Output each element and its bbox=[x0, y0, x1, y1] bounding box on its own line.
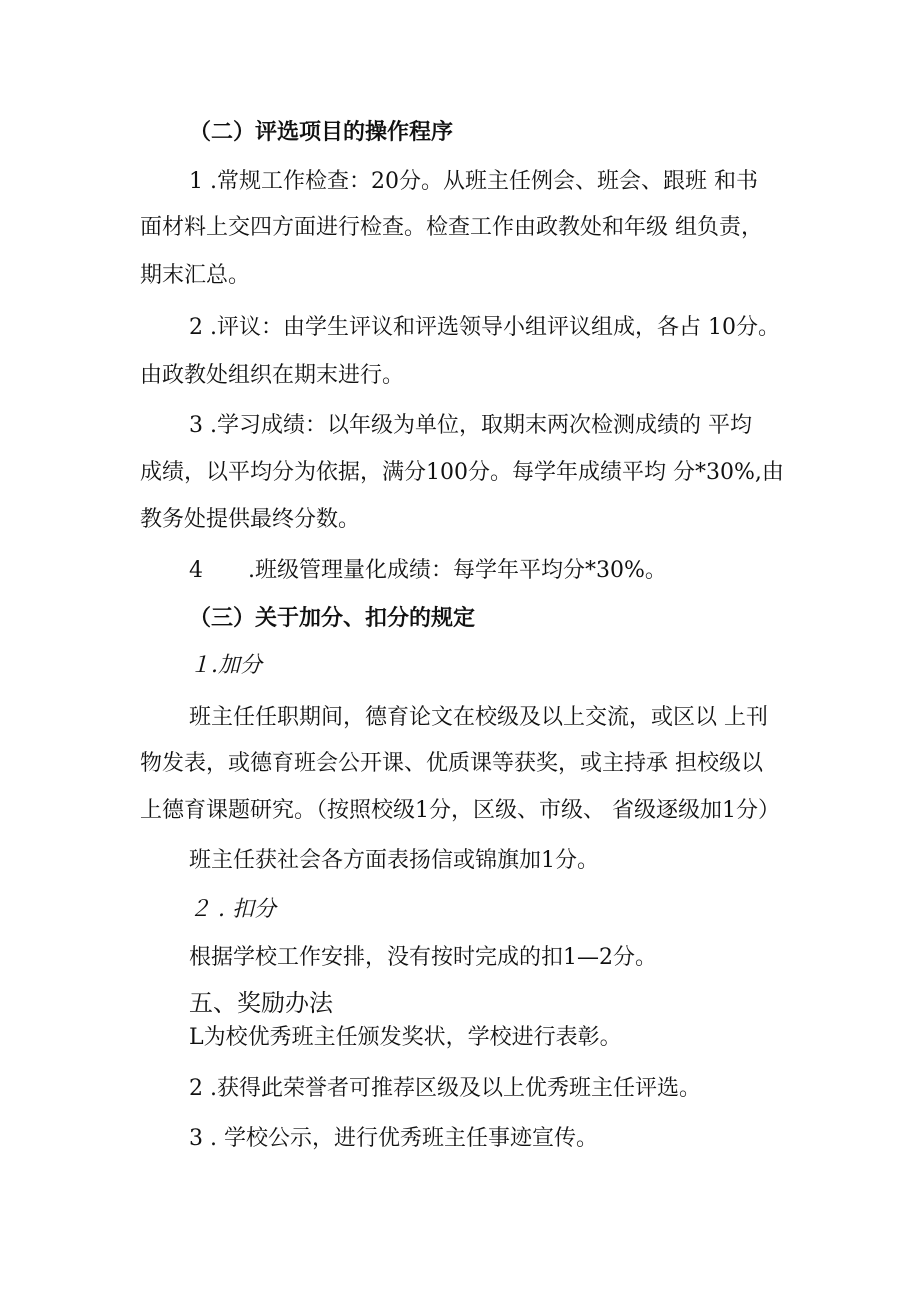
item-3-line-3: 教务处提供最终分数。 bbox=[140, 507, 361, 532]
award-item-2: 2 .获得此荣誉者可推荐区级及以上优秀班主任评选。 bbox=[189, 1076, 701, 1101]
item-4-number: 4 bbox=[189, 558, 203, 583]
item-3-line-2: 成绩，以平均分为依据，满分100分。每学年成绩平均 分*30%,由 bbox=[140, 460, 784, 485]
section-2-heading: （二）评选项目的操作程序 bbox=[189, 119, 454, 145]
deduction-text: 根据学校工作安排，没有按时完成的扣1—2分。 bbox=[189, 945, 657, 970]
bonus-paragraph-line-2: 物发表，或德育班会公开课、优质课等获奖，或主持承 担校级以 bbox=[140, 751, 763, 776]
bonus-paragraph-line-3: 上德育课题研究。（按照校级1分，区级、市级、 省级逐级加1分） bbox=[140, 798, 780, 823]
item-1-line-3: 期末汇总。 bbox=[140, 263, 251, 288]
item-2-line-2: 由政教处组织在期末进行。 bbox=[140, 363, 405, 388]
bonus-commendation-text: 班主任获社会各方面表扬信或锦旗加1分。 bbox=[189, 848, 599, 873]
item-2-line-1: 2 .评议：由学生评议和评选领导小组评议组成，各占 10分。 bbox=[189, 315, 780, 340]
bonus-paragraph-line-1: 班主任任职期间，德育论文在校级及以上交流，或区以 上刊 bbox=[189, 705, 768, 730]
item-3-line-1: 3 .学习成绩：以年级为单位，取期末两次检测成绩的 平均 bbox=[189, 413, 752, 438]
item-1-line-1: 1 .常规工作检查：20分。从班主任例会、班会、跟班 和书 bbox=[189, 169, 758, 194]
deduction-subheading: ２ . 扣分 bbox=[189, 897, 276, 922]
section-5-heading: 五、奖励办法 bbox=[189, 989, 333, 1017]
item-4-text: .班级管理量化成绩：每学年平均分*30%。 bbox=[248, 558, 667, 583]
section-3-heading: （三）关于加分、扣分的规定 bbox=[189, 605, 476, 631]
award-item-3: 3 . 学校公示，进行优秀班主任事迹宣传。 bbox=[189, 1126, 598, 1151]
bonus-subheading: １.加分 bbox=[189, 653, 262, 678]
item-1-line-2: 面材料上交四方面进行检查。检查工作由政教处和年级 组负责， bbox=[140, 215, 763, 240]
award-item-1: L为校优秀班主任颁发奖状，学校进行表彰。 bbox=[189, 1025, 622, 1050]
